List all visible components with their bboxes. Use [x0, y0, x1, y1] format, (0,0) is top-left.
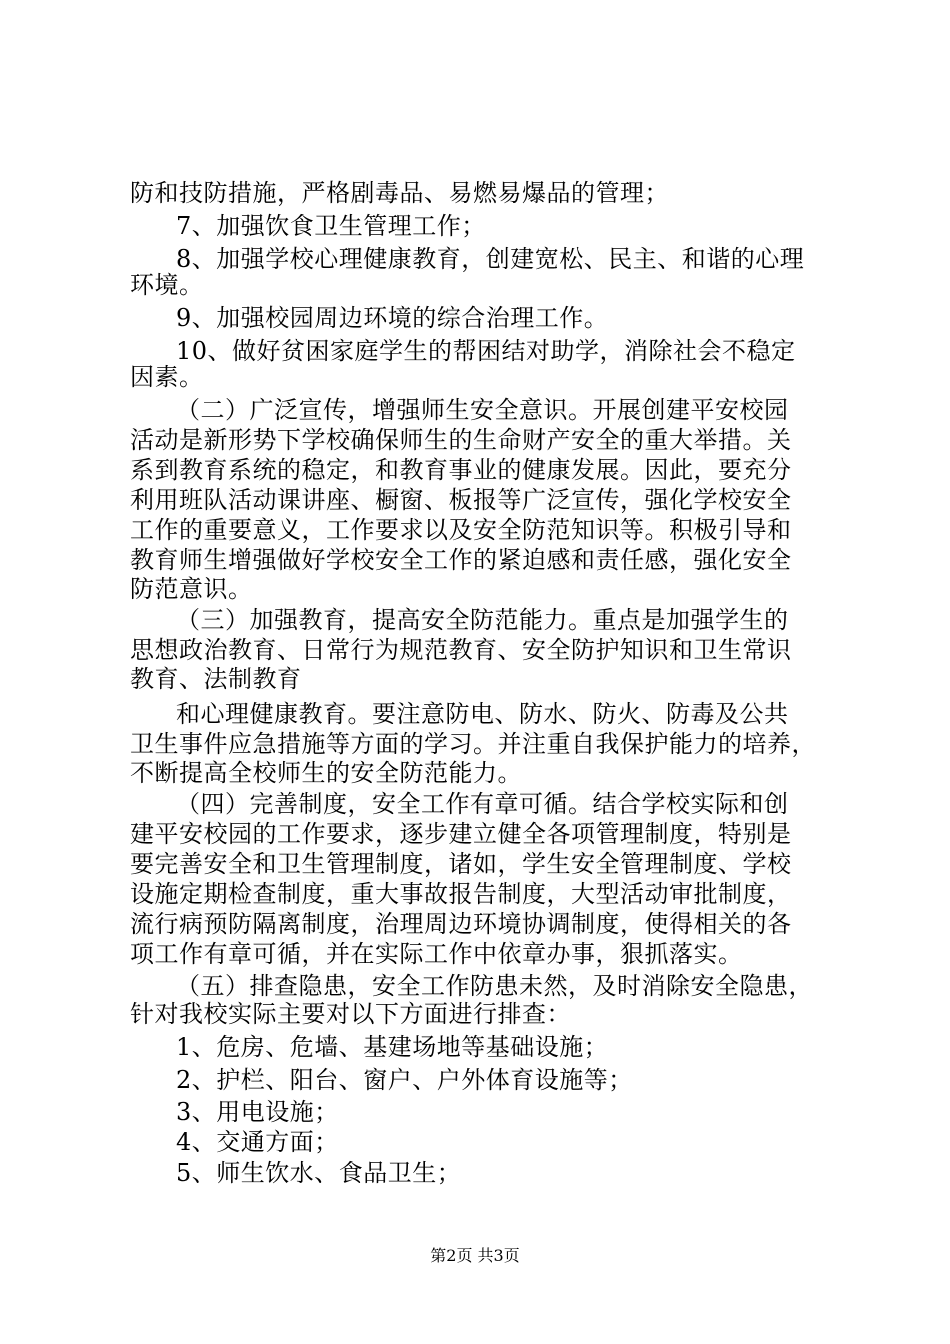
text-line: （四）完善制度，安全工作有章可循。结合学校实际和创	[176, 790, 789, 818]
text-line: 7、加强饮食卫生管理工作；	[176, 212, 486, 240]
text-line: 10、做好贫困家庭学生的帮困结对助学，消除社会不稳定	[176, 337, 796, 365]
text-line: 2、护栏、阳台、窗户、户外体育设施等；	[176, 1066, 633, 1094]
text-line: 9、加强校园周边环境的综合治理工作。	[176, 304, 609, 332]
text-line: 教育、法制教育	[130, 665, 302, 693]
text-line: 设施定期检查制度，重大事故报告制度，大型活动审批制度，	[130, 880, 792, 908]
text-line: 工作的重要意义，工作要求以及安全防范知识等。积极引导和	[130, 516, 792, 544]
text-line: 要完善安全和卫生管理制度，诸如，学生安全管理制度、学校	[130, 850, 792, 878]
text-line: 思想政治教育、日常行为规范教育、安全防护知识和卫生常识	[130, 636, 792, 664]
text-line: 3、用电设施；	[176, 1098, 339, 1126]
text-line: 不断提高全校师生的安全防范能力。	[130, 759, 522, 787]
text-line: 8、加强学校心理健康教育，创建宽松、民主、和谐的心理	[176, 245, 805, 273]
text-line: 系到教育系统的稳定，和教育事业的健康发展。因此，要充分	[130, 456, 792, 484]
text-line: 1、危房、危墙、基建场地等基础设施；	[176, 1033, 609, 1061]
text-line: 5、师生饮水、食品卫生；	[176, 1159, 462, 1187]
text-line: 建平安校园的工作要求，逐步建立健全各项管理制度，特别是	[130, 820, 792, 848]
text-line: 防和技防措施，严格剧毒品、易燃易爆品的管理；	[130, 179, 669, 207]
text-line: 4、交通方面；	[176, 1128, 339, 1156]
text-line: 教育师生增强做好学校安全工作的紧迫感和责任感，强化安全	[130, 546, 792, 574]
text-line: 活动是新形势下学校确保师生的生命财产安全的重大举措。关	[130, 426, 792, 454]
text-line: 针对我校实际主要对以下方面进行排查：	[130, 1000, 571, 1028]
text-line: 流行病预防隔离制度，治理周边环境协调制度，使得相关的各	[130, 910, 792, 938]
text-line: 利用班队活动课讲座、橱窗、板报等广泛宣传，强化学校安全	[130, 486, 792, 514]
text-line: （二）广泛宣传，增强师生安全意识。开展创建平安校园	[176, 396, 789, 424]
text-line: 卫生事件应急措施等方面的学习。并注重自我保护能力的培养，	[130, 730, 816, 758]
text-line: 项工作有章可循，并在实际工作中依章办事，狠抓落实。	[130, 940, 743, 968]
text-line: 和心理健康教育。要注意防电、防水、防火、防毒及公共	[176, 700, 789, 728]
text-line: 环境。	[130, 271, 204, 299]
text-line: （五）排查隐患，安全工作防患未然，及时消除安全隐患，	[176, 972, 813, 1000]
text-line: （三）加强教育，提高安全防范能力。重点是加强学生的	[176, 606, 789, 634]
text-line: 因素。	[130, 363, 204, 391]
text-line: 防范意识。	[130, 575, 253, 603]
page-number-footer: 第2页 共3页	[430, 1246, 520, 1265]
